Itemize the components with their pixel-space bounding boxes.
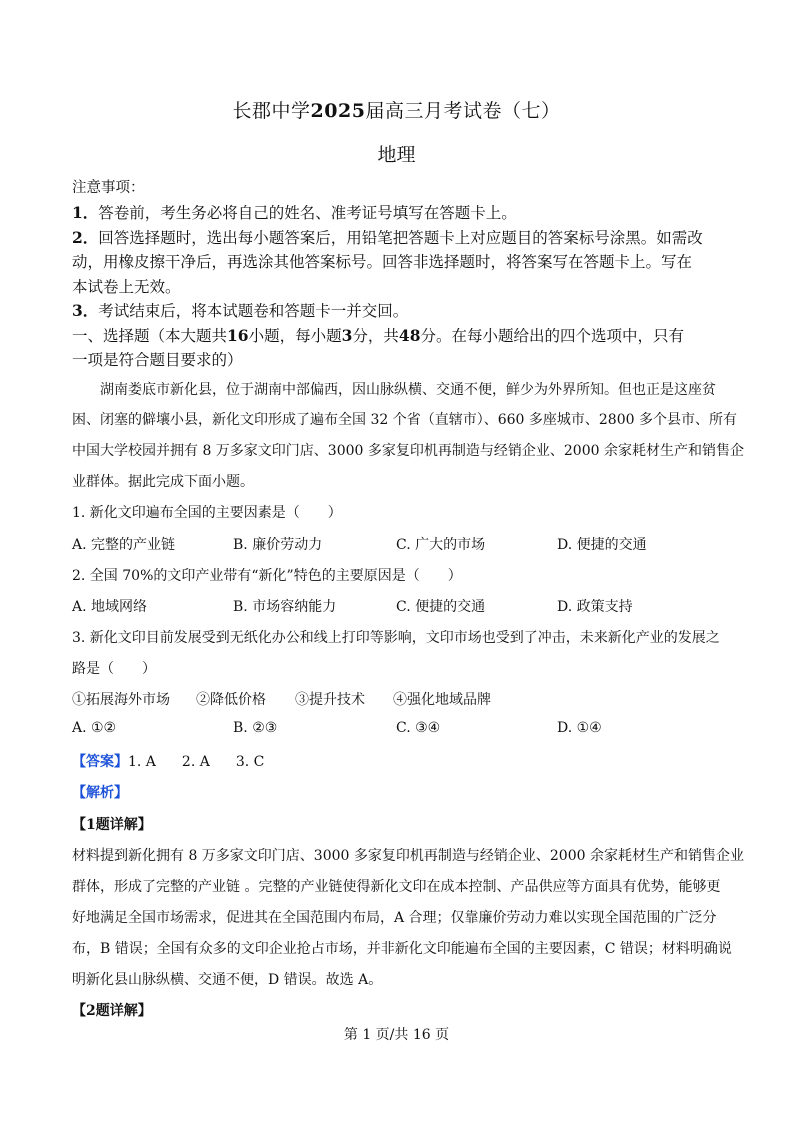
detail-1-line: 材料提到新化拥有 8 万多家文印门店、3000 多家复印机再制造与经销企业、2000 余家耗材生产和销售企业 [72, 848, 744, 864]
notice-item-number: 2． [72, 228, 99, 247]
passage-line: 中国大学校园并拥有 8 万多家文印门店、3000 多家复印机再制造与经销企业、2000 余家耗材生产和销售企 [72, 443, 744, 459]
passage-line: 业群体。据此完成下面小题。 [72, 474, 254, 490]
analysis-tag-text: 【解析】 [72, 785, 128, 801]
notice-heading: 注意事项： [72, 180, 145, 196]
section-points: 3 [341, 326, 353, 345]
notice-item-number: 1． [72, 203, 99, 222]
passage-line: 困、闭塞的僻壤小县，新化文印形成了遍布全国 32 个省（直辖市）、660 多座城市、2800 多个县市、所有 [72, 412, 737, 428]
section-total: 48 [398, 326, 421, 345]
question-3-stem: 3. 新化文印目前发展受到无纸化办公和线上打印等影响，文印市场也受到了冲击，未来新化产业的发展之 [72, 630, 720, 646]
section-heading [72, 324, 724, 346]
question-3-option-b: B. ②③ [233, 720, 278, 736]
answer-item: 1. A [128, 754, 156, 770]
detail-1-line: 群体，形成了完整的产业链 。完整的产业链使得新化文印在成本控制、产品供应等方面具有优势，能够更 [72, 879, 721, 895]
analysis-tag [72, 782, 724, 802]
question-3-choice-1: ①拓展海外市场 [72, 692, 170, 708]
question-3-choice-4: ④强化地域品牌 [393, 692, 491, 708]
notice-item-1 [72, 201, 724, 223]
detail-1-tag: 【1题详解】 [72, 817, 152, 833]
question-1-option-c: C. 广大的市场 [396, 537, 486, 553]
passage-line: 湖南娄底市新化县，位于湖南中部偏西，因山脉纵横、交通不便，鲜少为外界所知。但也正是这座贫 [100, 382, 716, 398]
detail-1-line: 好地满足全国市场需求，促进其在全国范围内布局，A 合理；仅靠廉价劳动力难以实现全国范围的广泛分 [72, 910, 717, 926]
notice-item-3 [72, 299, 724, 321]
answer-item: 2. A [181, 754, 210, 770]
question-3-option-c: C. ③④ [396, 720, 441, 736]
section-count: 16 [227, 326, 249, 345]
question-2-option-b: B. 市场容纳能力 [233, 599, 337, 615]
question-1-option-a: A. 完整的产业链 [72, 537, 176, 553]
question-1-stem: 1. 新化文印遍布全国的主要因素是（ ） [72, 505, 342, 521]
notice-item-2-cont: 动，用橡皮擦干净后，再选涂其他答案标号。回答非选择题时，将答案写在答题卡上。写在 [72, 253, 693, 271]
section-text: 小题，每小题 [248, 327, 342, 345]
question-2-option-d: D. 政策支持 [557, 599, 633, 615]
question-2-option-a: A. 地域网络 [72, 599, 148, 615]
notice-item-text: 答卷前，考生务必将自己的姓名、准考证号填写在答题卡上。 [98, 204, 517, 222]
notice-item-2-cont: 本试卷上无效。 [72, 278, 181, 296]
title-prefix: 长郡中学 [232, 100, 311, 122]
page-footer: 第 1 页/共 16 页 [343, 1027, 450, 1043]
section-text: 分，共 [352, 327, 399, 345]
detail-2-tag: 【2题详解】 [72, 1003, 152, 1019]
question-3-choice-2: ②降低价格 [196, 692, 266, 708]
subject-title: 地理 [377, 144, 416, 166]
detail-1-line: 明新化县山脉纵横、交通不便，D 错误。故选 A。 [72, 972, 383, 988]
detail-1-line: 布，B 错误；全国有众多的文印企业抢占市场，并非新化文印能遍布全国的主要因素，C 错误；材料明确说 [72, 941, 732, 957]
notice-item-text: 考试结束后，将本试题卷和答题卡一并交回。 [98, 302, 409, 320]
section-text: 一、选择题（本大题共 [72, 327, 228, 345]
answer-line [72, 751, 724, 771]
question-2-option-c: C. 便捷的交通 [396, 599, 486, 615]
notice-item-number: 3． [72, 301, 99, 320]
answer-item: 3. C [235, 754, 265, 770]
question-3-option-a: A. ①② [72, 720, 117, 736]
question-1-option-b: B. 廉价劳动力 [233, 537, 323, 553]
notice-item-2 [72, 226, 724, 248]
answer-tag: 【答案】 [72, 754, 128, 770]
title-year: 2025 [310, 100, 366, 122]
section-text: 分。在每小题给出的四个选项中，只有 [420, 327, 685, 345]
title-suffix: 届高三月考试卷（七） [365, 100, 561, 122]
question-3-choice-3: ③提升技术 [295, 692, 365, 708]
page-title [0, 96, 793, 123]
question-2-stem: 2. 全国 70%的文印产业带有“新化”特色的主要原因是（ ） [72, 568, 462, 584]
question-1-option-d: D. 便捷的交通 [557, 537, 647, 553]
question-3-stem-cont: 路是（ ） [72, 661, 156, 677]
section-heading-cont: 一项是符合题目要求的） [72, 351, 243, 369]
question-3-option-d: D. ①④ [557, 720, 602, 736]
notice-item-text: 回答选择题时，选出每小题答案后，用铅笔把答题卡上对应题目的答案标号涂黑。如需改 [98, 229, 703, 247]
